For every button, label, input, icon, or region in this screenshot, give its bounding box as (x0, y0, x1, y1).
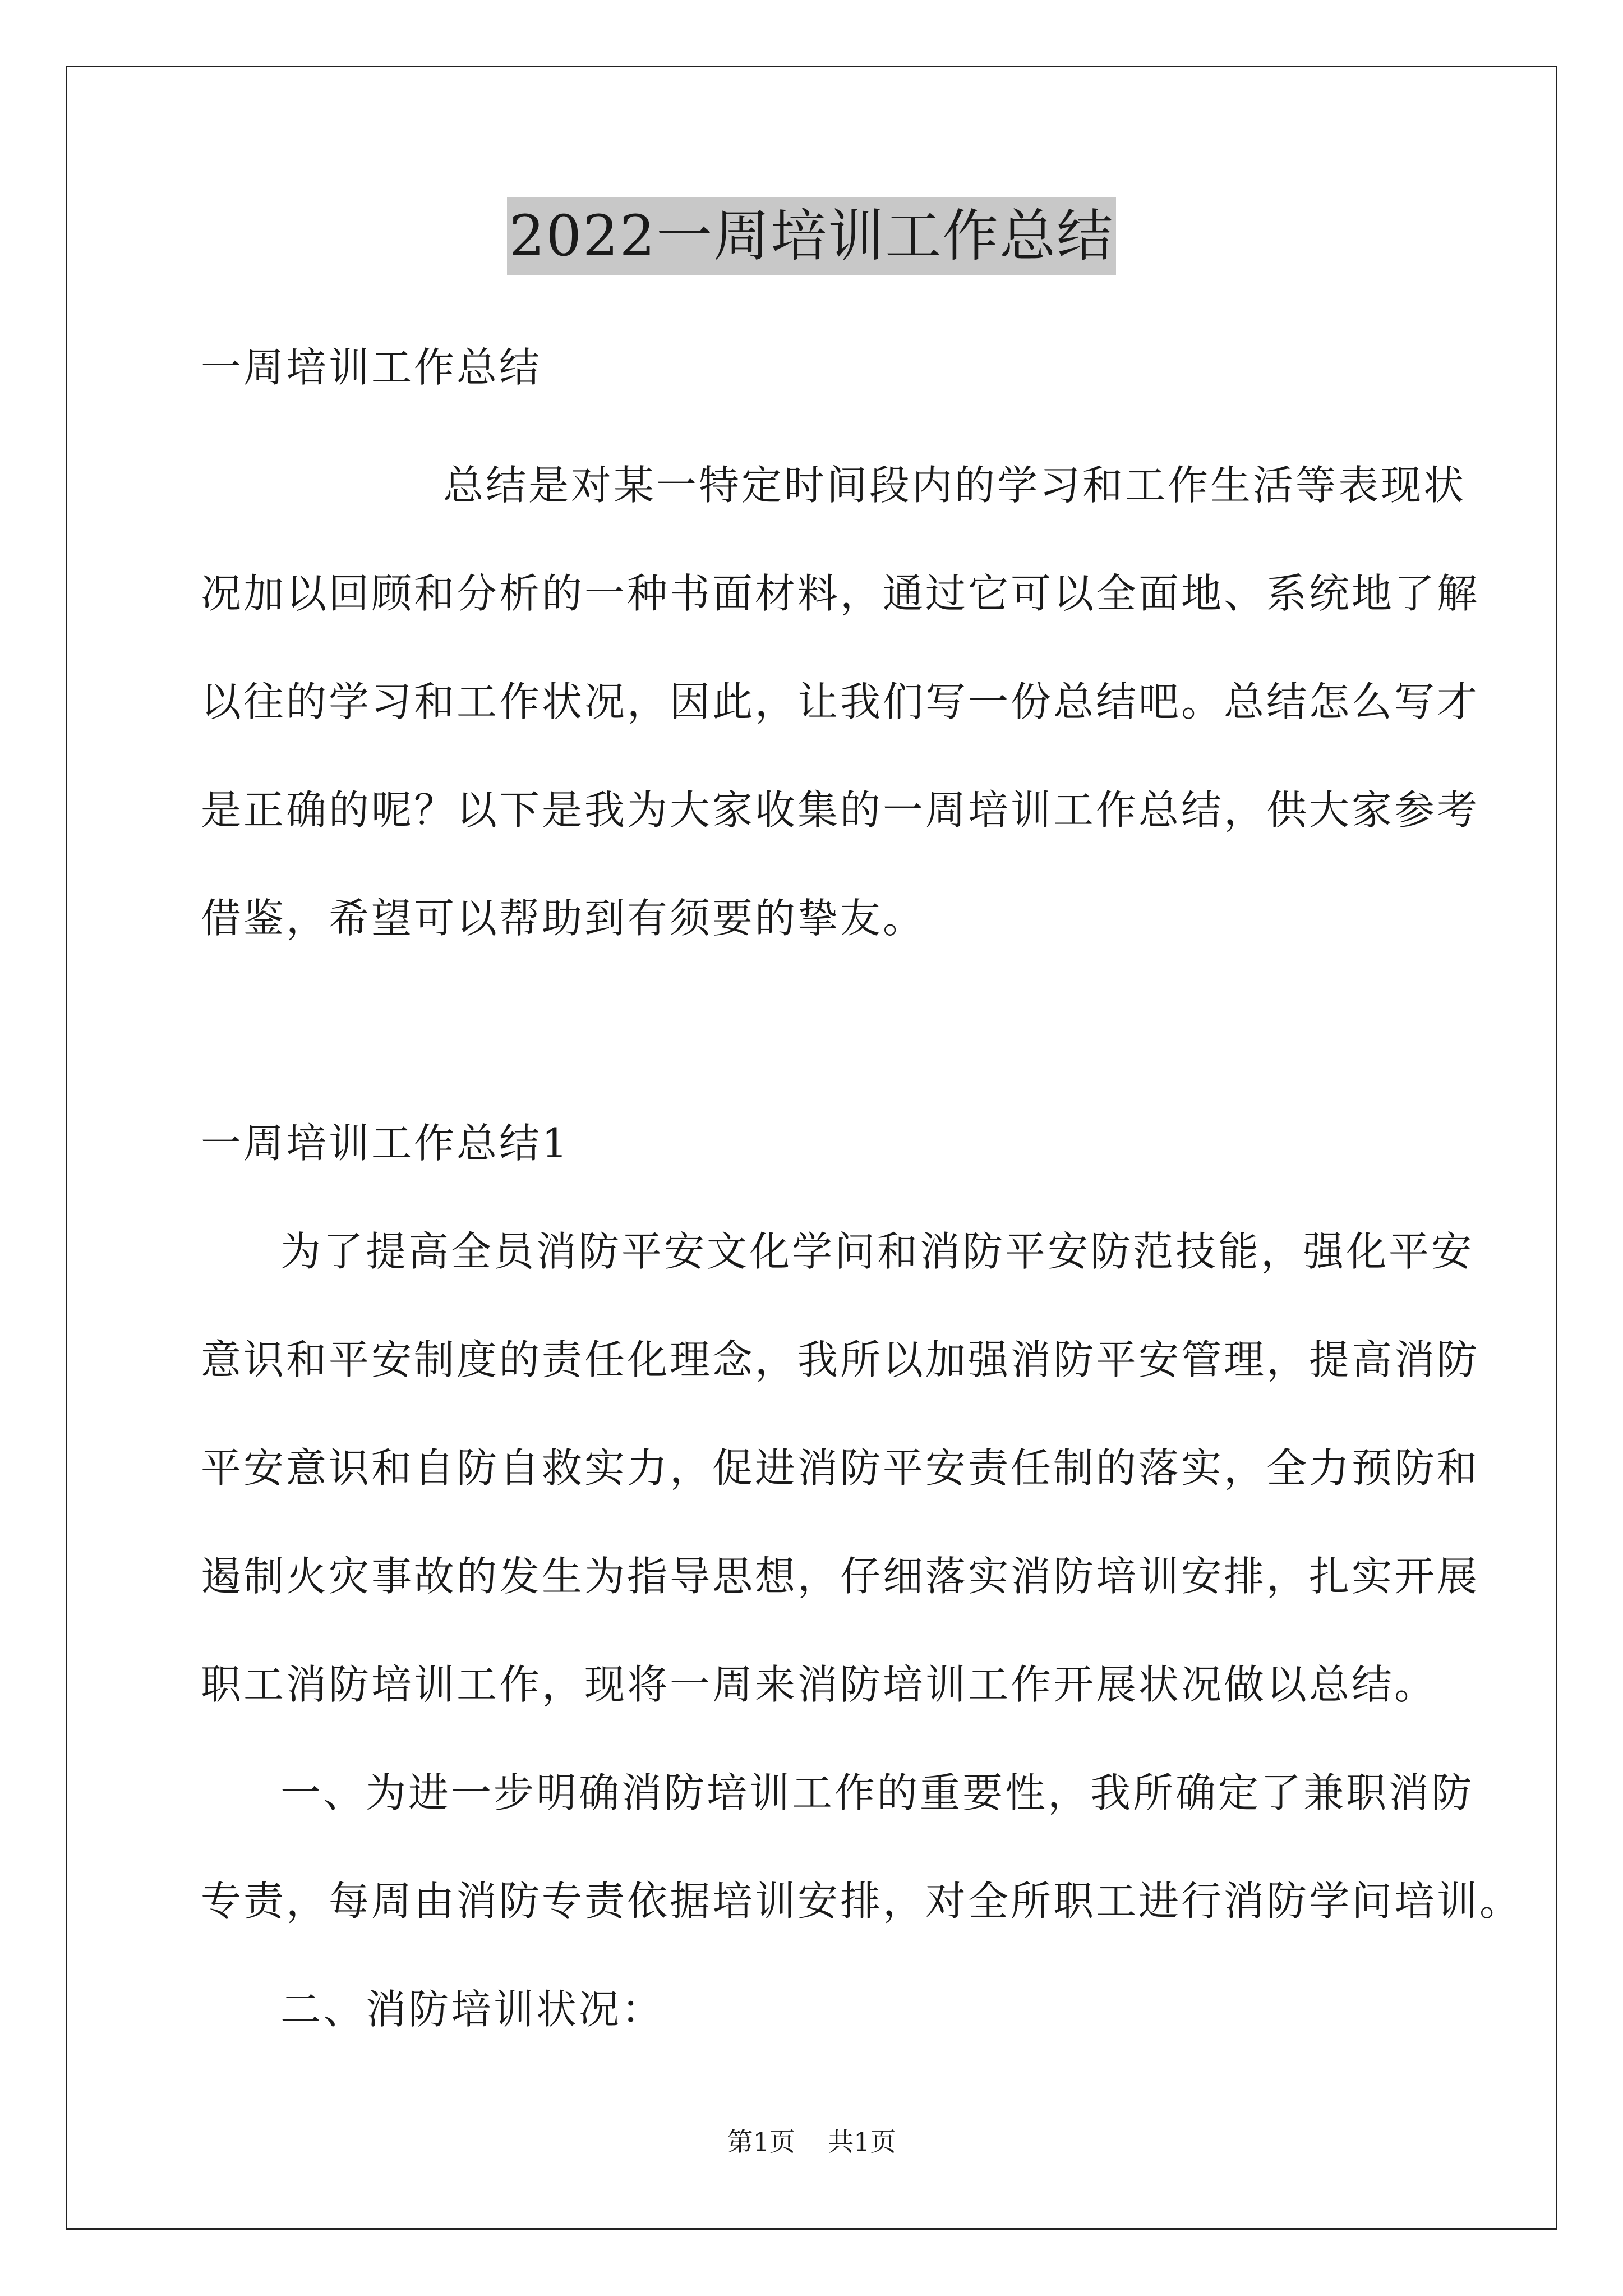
intro-line: 是正确的呢？以下是我为大家收集的一周培训工作总结，供大家参考 (201, 786, 1480, 834)
document-subtitle: 一周培训工作总结 (201, 344, 542, 391)
body-line: 专责，每周由消防专责依据培训安排，对全所职工进行消防学问培训。 (201, 1878, 1523, 1925)
section-heading: 一周培训工作总结1 (201, 1120, 570, 1167)
intro-line: 借鉴，希望可以帮助到有须要的挚友。 (201, 895, 926, 942)
body-line: 为了提高全员消防平安文化学问和消防平安防范技能，强化平安 (280, 1228, 1474, 1275)
body-line: 意识和平安制度的责任化理念，我所以加强消防平安管理，提高消防 (201, 1336, 1480, 1383)
title-container (0, 197, 1623, 275)
intro-line: 以往的学习和工作状况，因此，让我们写一份总结吧。总结怎么写才 (201, 678, 1480, 725)
body-line: 二、消防培训状况： (280, 1986, 665, 2033)
body-line: 平安意识和自防自救实力，促进消防平安责任制的落实，全力预防和 (201, 1444, 1480, 1492)
body-line: 一、为进一步明确消防培训工作的重要性，我所确定了兼职消防 (280, 1769, 1474, 1816)
body-line: 职工消防培训工作，现将一周来消防培训工作开展状况做以总结。 (201, 1661, 1437, 1708)
intro-line: 况加以回顾和分析的一种书面材料，通过它可以全面地、系统地了解 (201, 570, 1480, 617)
body-line: 遏制火灾事故的发生为指导思想，仔细落实消防培训安排，扎实开展 (201, 1553, 1480, 1600)
page-footer (0, 2125, 1623, 2159)
page-number: 第1页 (727, 2127, 795, 2157)
intro-line: 总结是对某一特定时间段内的学习和工作生活等表现状 (443, 462, 1467, 509)
document-title: 2022一周培训工作总结 (507, 197, 1117, 275)
page-total: 共1页 (828, 2127, 896, 2157)
